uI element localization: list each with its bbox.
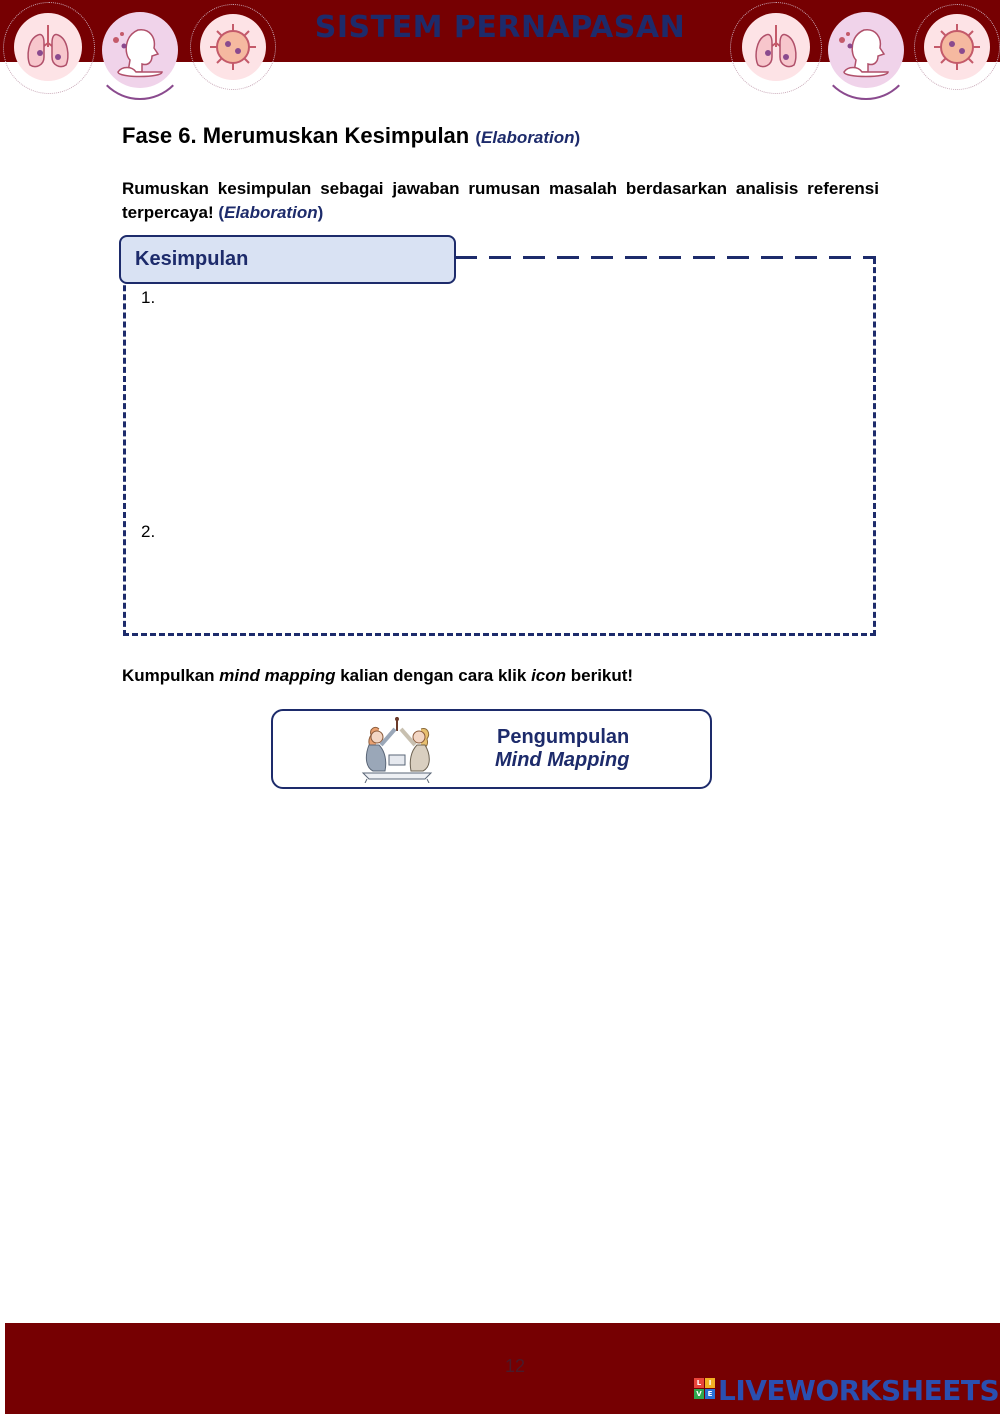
conclusion-item-1[interactable]: 1. (141, 288, 156, 307)
lungs-icon (742, 13, 810, 81)
breathing-person-icon (102, 12, 178, 88)
liveworksheets-logo-icon: L I V E (694, 1378, 716, 1400)
instruction-text: Rumuskan kesimpulan sebagai jawaban rumusan masalah berdasarkan analisis referensi terpercaya! (Elaboration) (122, 179, 879, 222)
collect-mind-mapping-button[interactable] (271, 709, 712, 789)
conclusion-item-2[interactable]: 2. (141, 522, 156, 541)
collect-button-label-line2: Mind Mapping (495, 749, 630, 771)
lungs-icon (14, 13, 82, 81)
high-five-illustration-icon (355, 715, 439, 783)
conclusion-label: Kesimpulan (119, 235, 456, 284)
virus-icon (200, 14, 266, 80)
phase-heading-text: Fase 6. Merumuskan Kesimpulan (122, 123, 470, 148)
conclusion-box (123, 258, 876, 636)
breathing-person-icon (828, 12, 904, 88)
collect-instruction: Kumpulkan mind mapping kalian dengan cara klik icon berikut! (122, 666, 634, 685)
phase-tag: (Elaboration) (475, 128, 581, 147)
collect-button-label-line1: Pengumpulan (497, 726, 630, 748)
conclusion-box-top-border (455, 256, 876, 259)
instruction-tag: (Elaboration) (218, 203, 324, 222)
virus-icon (924, 14, 990, 80)
page-title: SISTEM PERNAPASAN (314, 10, 686, 45)
phase-heading (122, 123, 580, 149)
liveworksheets-logo-text: LIVEWORKSHEETS (718, 1374, 1000, 1407)
page-number: 12 (504, 1356, 526, 1376)
